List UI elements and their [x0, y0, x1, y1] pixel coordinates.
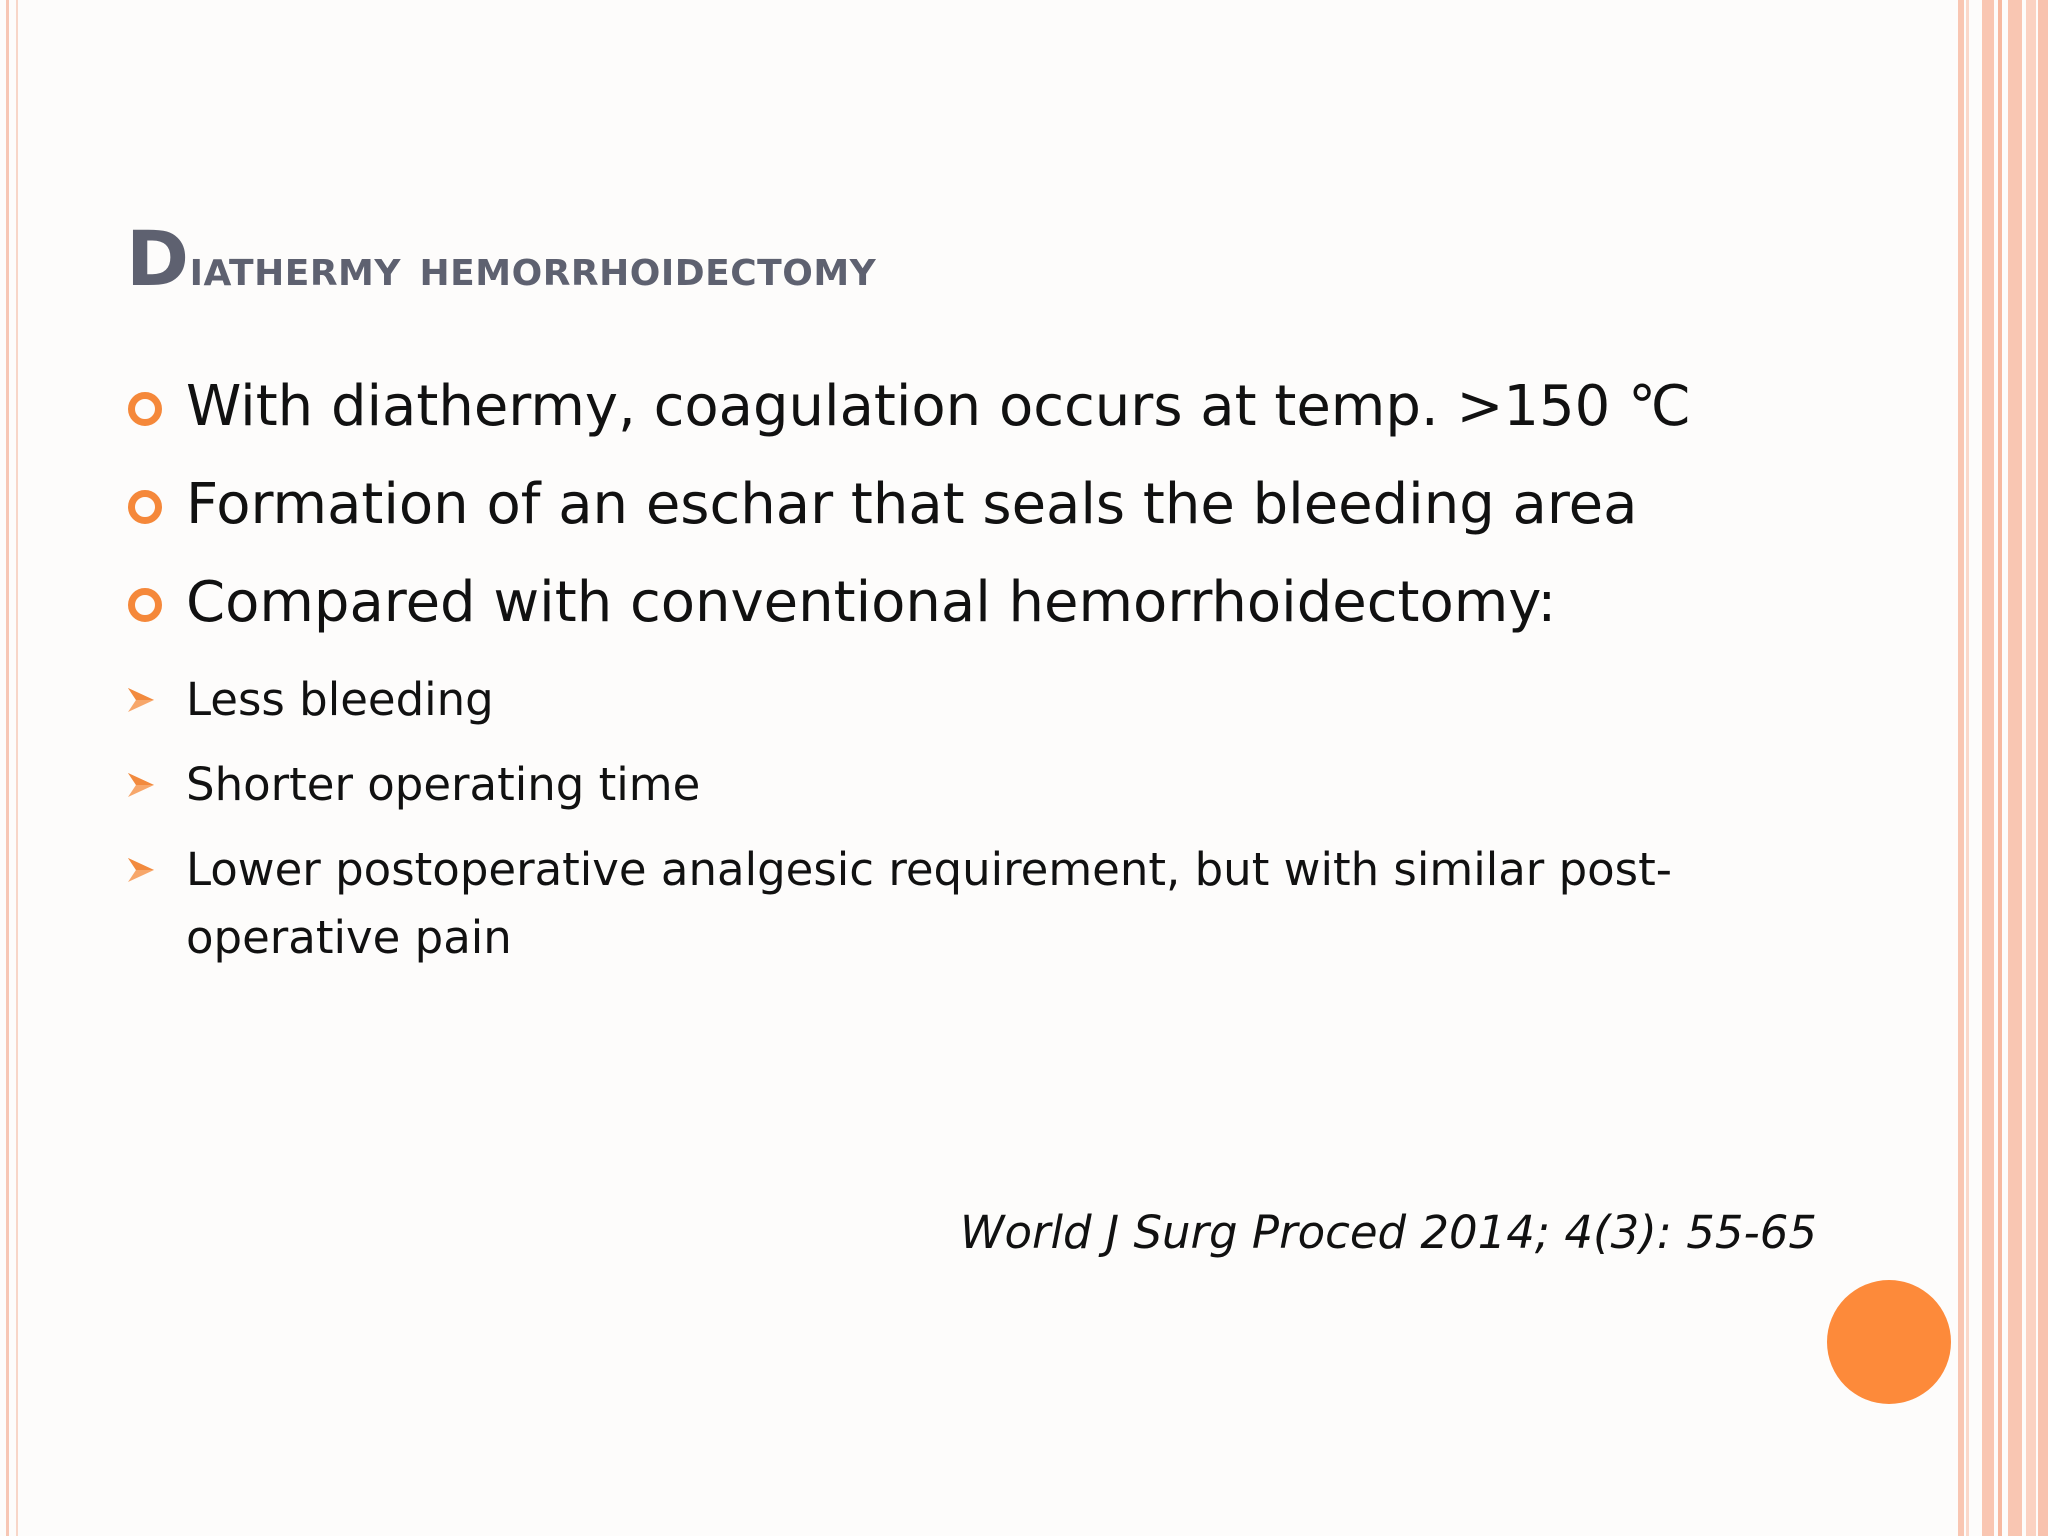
- sub-bullet-item: [126, 836, 1786, 972]
- right-stripe-3: [1982, 0, 1994, 1536]
- sub-bullet-text: Shorter operating time: [186, 758, 701, 811]
- bullet-item: [126, 470, 1766, 540]
- sub-bullet-item: [126, 666, 1766, 734]
- sub-bullet-text: Lower postoperative analgesic requirement, but with similar post-operative pain: [186, 843, 1673, 964]
- right-stripe-6: [2026, 0, 2036, 1536]
- right-stripe-7: [2038, 0, 2048, 1536]
- orange-ring-icon: [128, 588, 162, 622]
- right-stripe-2: [1966, 0, 1969, 1536]
- arrow-bullet-icon: [126, 771, 156, 799]
- sub-bullet-text: Less bleeding: [186, 673, 494, 726]
- citation: World J Surg Proced 2014; 4(3): 55-65: [960, 1206, 1817, 1259]
- slide-title: [126, 214, 876, 303]
- left-border-line-outer: [6, 0, 9, 1536]
- slide-title-initial: D: [126, 214, 190, 303]
- bullet-list: [126, 372, 1766, 989]
- right-stripe-1: [1958, 0, 1964, 1536]
- arrow-bullet-icon: [126, 856, 156, 884]
- slide-title-rest: iathermy hemorrhoidectomy: [189, 238, 877, 298]
- right-stripe-4: [1998, 0, 2002, 1536]
- right-stripe-5: [2008, 0, 2022, 1536]
- bullet-text: With diathermy, coagulation occurs at temp. >150 ℃: [186, 374, 1691, 439]
- orange-ring-icon: [128, 392, 162, 426]
- sub-bullet-item: [126, 751, 1766, 819]
- orange-ring-icon: [128, 490, 162, 524]
- bullet-text: Formation of an eschar that seals the bleeding area: [186, 472, 1638, 537]
- bullet-item: [126, 568, 1766, 638]
- bullet-item: [126, 372, 1766, 442]
- left-border-line-inner: [16, 0, 18, 1536]
- bullet-text: Compared with conventional hemorrhoidectomy:: [186, 570, 1557, 635]
- arrow-bullet-icon: [126, 686, 156, 714]
- orange-circle-decoration: [1827, 1280, 1951, 1404]
